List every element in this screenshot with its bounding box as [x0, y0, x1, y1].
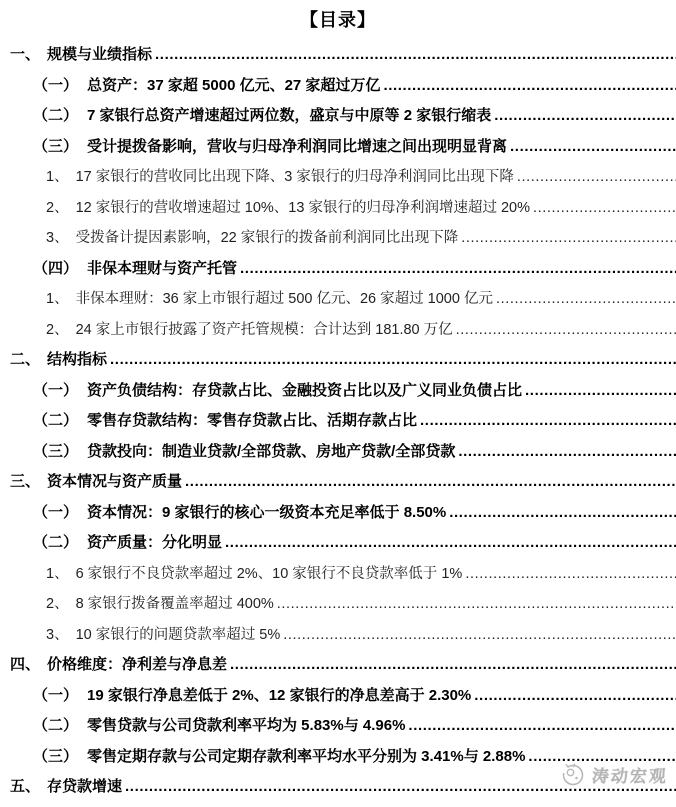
- toc-entry-text: 19 家银行净息差低于 2%、12 家银行的净息差高于 2.30%: [87, 686, 472, 704]
- toc-entry[interactable]: [0, 711, 676, 742]
- toc-entry-number: 1、: [46, 291, 69, 307]
- toc-entry-text: 资产负债结构：存贷款占比、金融投资占比以及广义同业负债占比: [87, 381, 523, 399]
- toc-entry-number: 三、: [10, 473, 41, 490]
- dot-leader: [277, 589, 676, 620]
- dot-leader: [110, 345, 676, 376]
- dot-leader: [449, 498, 676, 529]
- dot-leader: [496, 284, 676, 315]
- toc-entry-number: （三）: [33, 137, 79, 155]
- dot-leader: [461, 223, 676, 254]
- toc-entry-text: 6 家银行不良贷款率超过 2%、10 家银行不良贷款率低于 1%: [75, 565, 463, 582]
- toc-entry-number: 1、: [46, 565, 69, 582]
- toc-entry[interactable]: [0, 284, 676, 315]
- toc-entry-number: （二）: [33, 534, 79, 551]
- toc-entry-number: 2、: [46, 199, 69, 216]
- toc-entry-number: 2、: [46, 596, 69, 612]
- toc-entry-text: 24 家上市银行披露了资产托管规模：合计达到 181.80 万亿: [75, 321, 453, 338]
- toc-entry-text: 零售贷款与公司贷款利率平均为 5.83%与 4.96%: [87, 717, 406, 734]
- watermark-text: 涛动宏观: [591, 766, 669, 786]
- toc-entry[interactable]: [0, 620, 676, 651]
- dot-leader: [420, 406, 676, 437]
- toc-entry-text: 7 家银行总资产增速超过两位数，盛京与中原等 2 家银行缩表: [87, 107, 492, 124]
- toc-entry-number: 二、: [10, 351, 41, 368]
- toc-entry[interactable]: [0, 223, 676, 254]
- toc-entry-text: 资本情况：9 家银行的核心一级资本充足率低于 8.50%: [87, 503, 447, 521]
- toc-entry-number: 1、: [46, 169, 69, 185]
- toc-entry[interactable]: [0, 101, 676, 132]
- toc-entry-number: （一）: [33, 76, 79, 94]
- dot-leader: [230, 650, 676, 681]
- dot-leader: [185, 467, 676, 498]
- toc-list: [0, 40, 676, 803]
- dot-leader: [510, 132, 676, 163]
- toc-entry[interactable]: [0, 315, 676, 346]
- dot-leader: [517, 162, 676, 193]
- toc-entry[interactable]: [0, 345, 676, 376]
- toc-entry[interactable]: [0, 162, 676, 193]
- toc-entry-number: 3、: [46, 626, 69, 643]
- toc-entry-text: 受拨备计提因素影响，22 家银行的拨备前利润同比出现下降: [75, 230, 459, 246]
- dot-leader: [494, 101, 676, 132]
- toc-entry-text: 资本情况与资产质量: [47, 473, 183, 490]
- toc-entry-text: 资产质量：分化明显: [87, 534, 223, 551]
- dot-leader: [408, 711, 676, 742]
- dot-leader: [283, 620, 676, 651]
- dot-leader: [533, 193, 676, 224]
- toc-entry[interactable]: [0, 376, 676, 407]
- toc-entry-number: （一）: [33, 381, 79, 399]
- dot-leader: [456, 315, 676, 346]
- toc-entry[interactable]: [0, 193, 676, 224]
- dot-leader: [383, 71, 676, 102]
- toc-entry-text: 8 家银行拨备覆盖率超过 400%: [75, 596, 274, 612]
- toc-entry-text: 总资产：37 家超 5000 亿元、27 家超过万亿: [87, 76, 381, 94]
- watermark: [560, 761, 668, 787]
- toc-entry[interactable]: [0, 528, 676, 559]
- toc-entry-text: 存贷款增速: [47, 778, 123, 795]
- toc-entry-text: 10 家银行的问题贷款率超过 5%: [75, 626, 281, 643]
- toc-entry-number: （三）: [33, 747, 79, 765]
- taodong-logo-icon: [560, 761, 587, 787]
- toc-entry-number: 四、: [10, 656, 41, 673]
- toc-entry-number: （一）: [33, 686, 79, 704]
- toc-entry[interactable]: [0, 589, 676, 620]
- dot-leader: [240, 254, 676, 285]
- toc-entry-text: 17 家银行的营收同比出现下降、3 家银行的归母净利润同比出现下降: [75, 169, 514, 185]
- toc-entry-text: 非保本理财：36 家上市银行超过 500 亿元、26 家超过 1000 亿元: [75, 291, 493, 307]
- toc-entry[interactable]: [0, 650, 676, 681]
- toc-entry[interactable]: [0, 467, 676, 498]
- toc-entry[interactable]: [0, 254, 676, 285]
- dot-leader: [225, 528, 676, 559]
- toc-entry-text: 零售定期存款与公司定期存款利率平均水平分别为 3.41%与 2.88%: [87, 747, 526, 765]
- toc-entry[interactable]: [0, 406, 676, 437]
- toc-entry[interactable]: [0, 71, 676, 102]
- toc-entry-number: （三）: [33, 442, 79, 460]
- page-title: 【目录】: [300, 10, 376, 30]
- toc-entry-number: （二）: [33, 107, 79, 124]
- toc-entry-text: 零售存贷款结构：零售存贷款占比、活期存款占比: [87, 412, 418, 429]
- toc-entry-text: 结构指标: [47, 351, 108, 368]
- toc-entry-number: （二）: [33, 717, 79, 734]
- toc-entry-number: 五、: [10, 778, 41, 795]
- toc-entry-text: 12 家银行的营收增速超过 10%、13 家银行的归母净利润增速超过 20%: [75, 199, 530, 216]
- dot-leader: [465, 559, 676, 590]
- toc-entry-number: （四）: [33, 259, 79, 277]
- toc-entry[interactable]: [0, 437, 676, 468]
- toc-entry[interactable]: [0, 498, 676, 529]
- toc-entry[interactable]: [0, 40, 676, 71]
- dot-leader: [155, 40, 676, 71]
- toc-entry[interactable]: [0, 559, 676, 590]
- toc-entry-text: 受计提拨备影响，营收与归母净利润同比增速之间出现明显背离: [87, 137, 508, 155]
- toc-entry-number: （二）: [33, 412, 79, 429]
- toc-entry[interactable]: [0, 132, 676, 163]
- dot-leader: [458, 437, 676, 468]
- toc-entry-text: 规模与业绩指标: [47, 46, 153, 63]
- dot-leader: [474, 681, 676, 712]
- toc-entry-text: 价格维度：净利差与净息差: [47, 656, 228, 673]
- toc-entry[interactable]: [0, 681, 676, 712]
- toc-entry-number: 3、: [46, 230, 69, 246]
- toc-entry-text: 非保本理财与资产托管: [87, 259, 238, 277]
- toc-entry-number: 2、: [46, 321, 69, 338]
- toc-entry-number: 一、: [10, 46, 41, 63]
- toc-entry-number: （一）: [33, 503, 79, 521]
- toc-entry-text: 贷款投向：制造业贷款/全部贷款、房地产贷款/全部贷款: [87, 442, 456, 460]
- dot-leader: [525, 376, 676, 407]
